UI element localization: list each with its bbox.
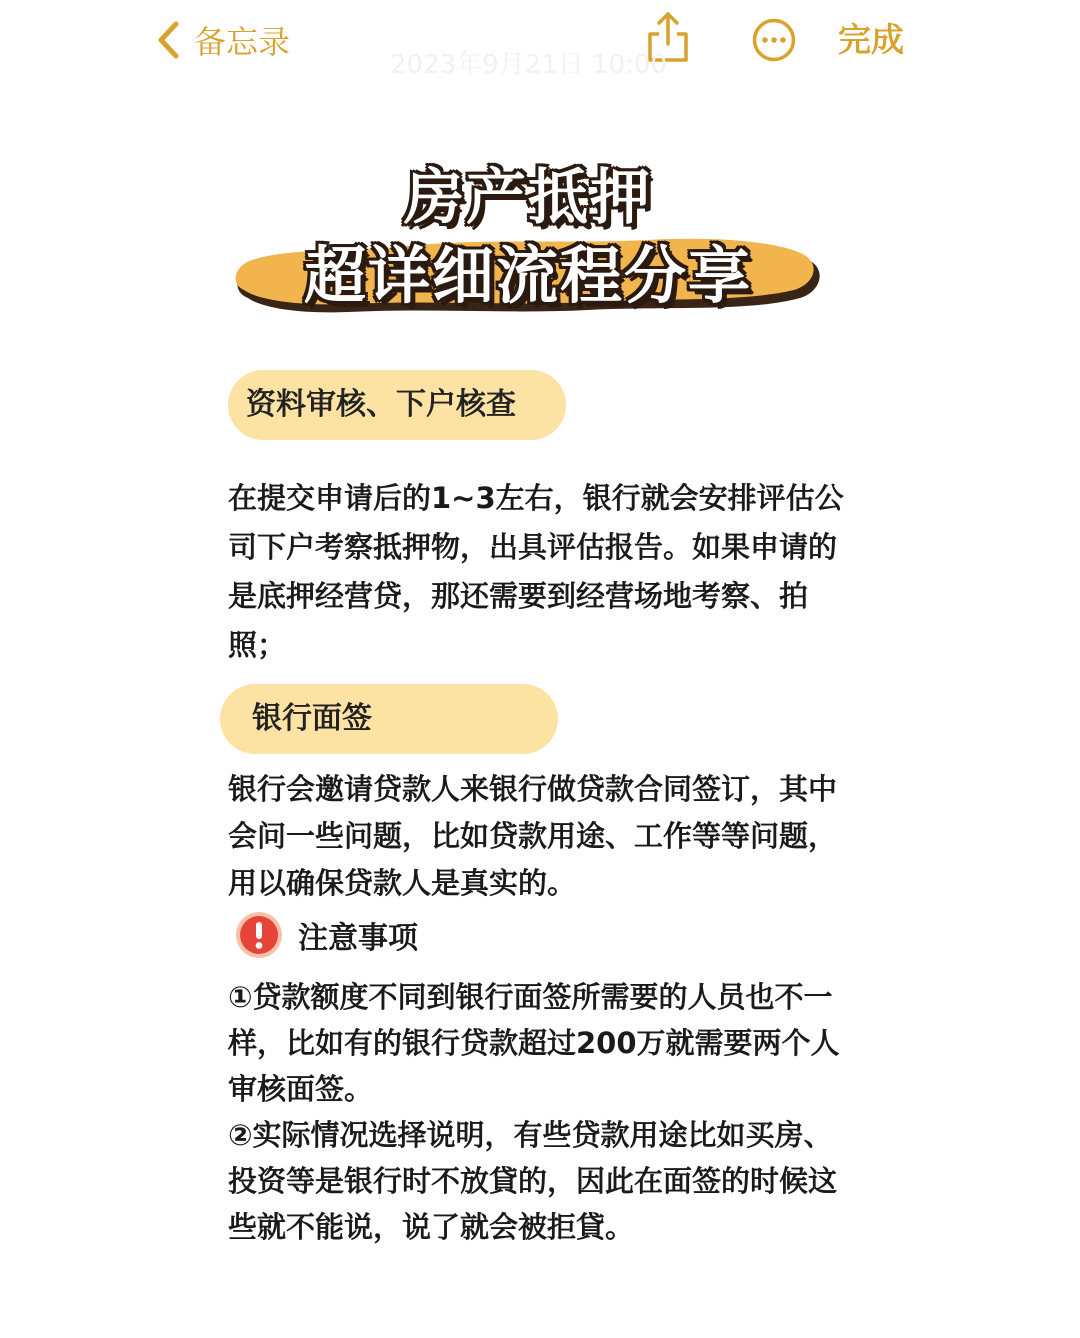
notice-header: [234, 910, 418, 960]
title-line-2: 超详细流程分享: [303, 239, 752, 312]
section-heading-signing: 银行面签: [220, 684, 558, 754]
navigation-bar: [0, 0, 1080, 90]
done-button[interactable]: 完成: [838, 20, 904, 59]
note-timestamp: 2023年9月21日 10:00: [390, 50, 667, 80]
section-heading-review: 资料审核、下户核查: [228, 370, 566, 440]
chevron-left-icon: [156, 20, 180, 60]
more-options-button[interactable]: [752, 18, 796, 62]
notice-item-1: ①贷款额度不同到银行面签所需要的人员也不一样，比如有的银行贷款超过200万就需要两个人审核面签。: [228, 980, 840, 1106]
section-body-review: 在提交申请后的1~3左右，银行就会安排评估公司下户考察抵押物，出具评估报告。如果申请的是底押经营贷，那还需要到经营场地考察、拍照；: [228, 481, 844, 662]
notice-label: 注意事项: [298, 921, 418, 956]
title-line-1: 房产抵押: [404, 163, 652, 233]
back-button[interactable]: [156, 14, 290, 66]
section-body-signing: 银行会邀请贷款人来银行做贷款合同签订，其中会问一些问题，比如贷款用途、工作等等问题，用以确保贷款人是真实的。: [228, 772, 838, 900]
title-banner: [228, 150, 828, 320]
notice-item-2: ②实际情况选择说明，有些贷款用途比如买房、投资等是银行时不放貸的，因此在面签的时候这些就不能说，说了就会被拒貸。: [228, 1118, 838, 1244]
exclamation-icon: [234, 910, 284, 960]
back-label: 备忘录: [194, 23, 291, 61]
ellipsis-circle-icon: [752, 18, 796, 62]
